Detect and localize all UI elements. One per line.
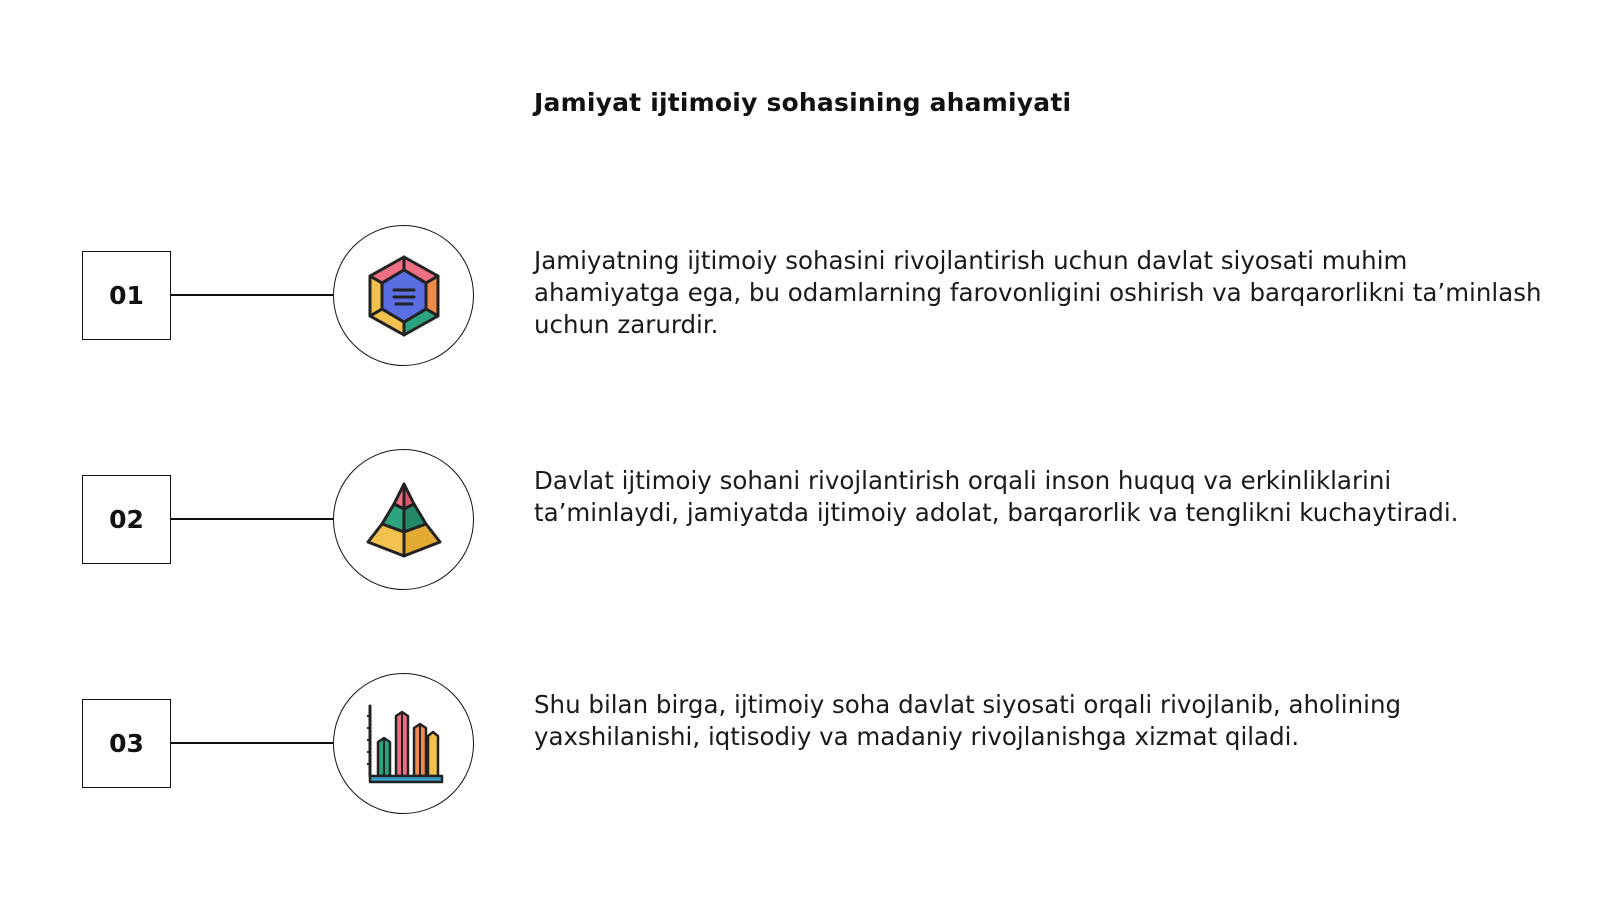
item-number-badge: 02 <box>82 475 171 564</box>
item-description: Davlat ijtimoiy sohani rivojlantirish orqali inson huquq va erkinliklarini ta’minlaydi, jamiyatda ijtimoiy adolat, barqarorlik va tenglikni kuchaytiradi. <box>534 466 1459 527</box>
page-title: Jamiyat ijtimoiy sohasining ahamiyati <box>534 88 1072 117</box>
icon-circle <box>333 225 474 366</box>
connector-line <box>171 294 334 296</box>
hexagon-document-icon <box>366 254 442 338</box>
icon-circle <box>333 673 474 814</box>
connector-line <box>171 742 334 744</box>
item-description: Shu bilan birga, ijtimoiy soha davlat siyosati orqali rivojlanib, aholining yaxshilanishi, iqtisodiy va madaniy rivojlanishga xizmat qiladi. <box>534 690 1402 751</box>
bar-chart-icon <box>362 702 446 786</box>
item-number-badge: 03 <box>82 699 171 788</box>
list-item <box>0 673 1600 813</box>
list-item <box>0 225 1600 365</box>
connector-line <box>171 518 334 520</box>
item-description: Jamiyatning ijtimoiy sohasini rivojlantirish uchun davlat siyosati muhim ahamiyatga ega, bu odamlarning farovonligini oshirish va barqarorlikni ta’minlash uchun zarurdir. <box>534 246 1542 339</box>
item-number-badge: 01 <box>82 251 171 340</box>
icon-circle <box>333 449 474 590</box>
list-item <box>0 449 1600 589</box>
pyramid-icon <box>364 480 444 560</box>
